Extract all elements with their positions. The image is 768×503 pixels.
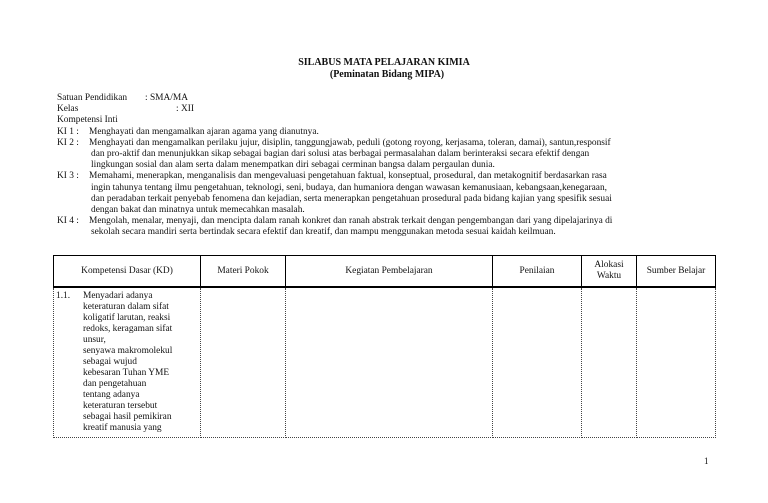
table-header-row — [54, 256, 716, 288]
kd-text: unsur, — [83, 335, 106, 345]
col-header-kd: Kompetensi Dasar (KD) — [54, 256, 201, 288]
core-competency-heading: Kompetensi Inti — [57, 115, 118, 126]
ki-key: KI 2 : — [57, 137, 79, 148]
kd-text: koligatif larutan, reaksi — [83, 313, 171, 323]
kd-text: keteraturan dalam sifat — [83, 302, 169, 312]
ki-text: Menghayati dan mengamalkan perilaku jujur, disiplin, tanggungjawab, peduli (gotong royong, kerjasama, toleran, damai), santun,responsif — [89, 137, 611, 148]
ki-text: dan peradaban terkait penyebab fenomena dan kejadian, serta menerapkan pengetahuan prosedural pada bidang kajian yang spesifik sesuai — [91, 193, 612, 204]
materi-cell — [201, 287, 286, 438]
kd-text: redoks, keragaman sifat — [83, 324, 173, 334]
page-number: 1 — [704, 456, 709, 466]
class-row — [57, 104, 717, 115]
identity-section — [57, 93, 717, 239]
kd-text: kebesaran Tuhan YME — [83, 368, 170, 378]
ki-key: KI 3 : — [57, 171, 79, 182]
table-row — [54, 287, 716, 438]
ki-text: Mengolah, menalar, menyaji, dan mencipta dalam ranah konkret dan ranah abstrak terkait dengan pengembangan dari yang dipelajarinya di — [89, 216, 613, 227]
ki-text: ingin tahunya tentang ilmu pengetahuan, teknologi, seni, budaya, dan humaniora dengan wawasan kemanusiaan, kebangsaan,kenegaraan, — [91, 182, 607, 193]
school-label: Satuan Pendidikan — [57, 93, 128, 103]
kd-cell — [54, 287, 201, 438]
col-header-sumber: Sumber Belajar — [637, 256, 716, 288]
sumber-cell — [637, 287, 716, 438]
class-label: Kelas — [57, 104, 79, 115]
kd-text: Menyadari adanya — [83, 291, 153, 301]
kd-text: senyawa makromolekul — [83, 346, 173, 356]
alokasi-cell — [582, 287, 637, 438]
ki-key: KI 4 : — [57, 216, 79, 227]
kd-text: kreatif manusia yang — [83, 423, 162, 433]
ki-text: Memahami, menerapkan, menganalisis dan mengevaluasi pengetahuan faktual, konseptual, prosedural, dan metakognitif berdasarkan rasa — [89, 171, 607, 182]
ki-3 — [57, 171, 717, 216]
ki-text: Menghayati dan mengamalkan ajaran agama yang dianutnya. — [89, 126, 319, 137]
penilaian-cell — [493, 287, 582, 438]
title-text: SILABUS MATA PELAJARAN KIMIA — [298, 57, 470, 68]
col-header-penilaian: Penilaian — [493, 256, 582, 288]
ki-text: sekolah secara mandiri serta bertindak secara efektif dan kreatif, dan mampu menggunakan metoda sesuai kaidah keilmuan. — [91, 227, 556, 238]
ki-text: dan pro-aktif dan menunjukkan sikap sebagai bagian dari solusi atas berbagai permasalahan dalam berinteraksi secara efektif dengan — [91, 149, 590, 160]
school-row — [57, 93, 717, 104]
subtitle-text: (Peminatan Bidang MIPA) — [329, 69, 445, 80]
ki-4 — [57, 216, 717, 238]
document-title — [0, 57, 768, 81]
ki-text: dengan bakat dan minatnya untuk memecahkan masalah. — [91, 205, 305, 216]
ki-key: KI 1 : — [57, 126, 79, 137]
kd-text: keteraturan tersebut — [83, 401, 158, 411]
syllabus-table — [53, 255, 716, 438]
ki-text: lingkungan sosial dan alam serta dalam menempatkan diri sebagai cerminan bangsa dalam pergaulan dunia. — [91, 160, 495, 171]
kd-text: sebagai wujud — [83, 357, 137, 367]
ki-2 — [57, 138, 717, 172]
kd-text: sebagai hasil pemikiran — [83, 412, 172, 422]
kd-number: 1.1. — [56, 291, 71, 301]
ki-1 — [57, 127, 717, 138]
col-header-kegiatan: Kegiatan Pembelajaran — [286, 256, 493, 288]
kd-text: dan pengetahuan — [83, 379, 147, 389]
col-header-alokasi: Alokasi Waktu — [582, 256, 637, 288]
school-value: : SMA/MA — [145, 93, 188, 103]
class-value: : XII — [176, 104, 194, 115]
kd-text: tentang adanya — [83, 390, 140, 400]
col-header-materi: Materi Pokok — [201, 256, 286, 288]
kegiatan-cell — [286, 287, 493, 438]
